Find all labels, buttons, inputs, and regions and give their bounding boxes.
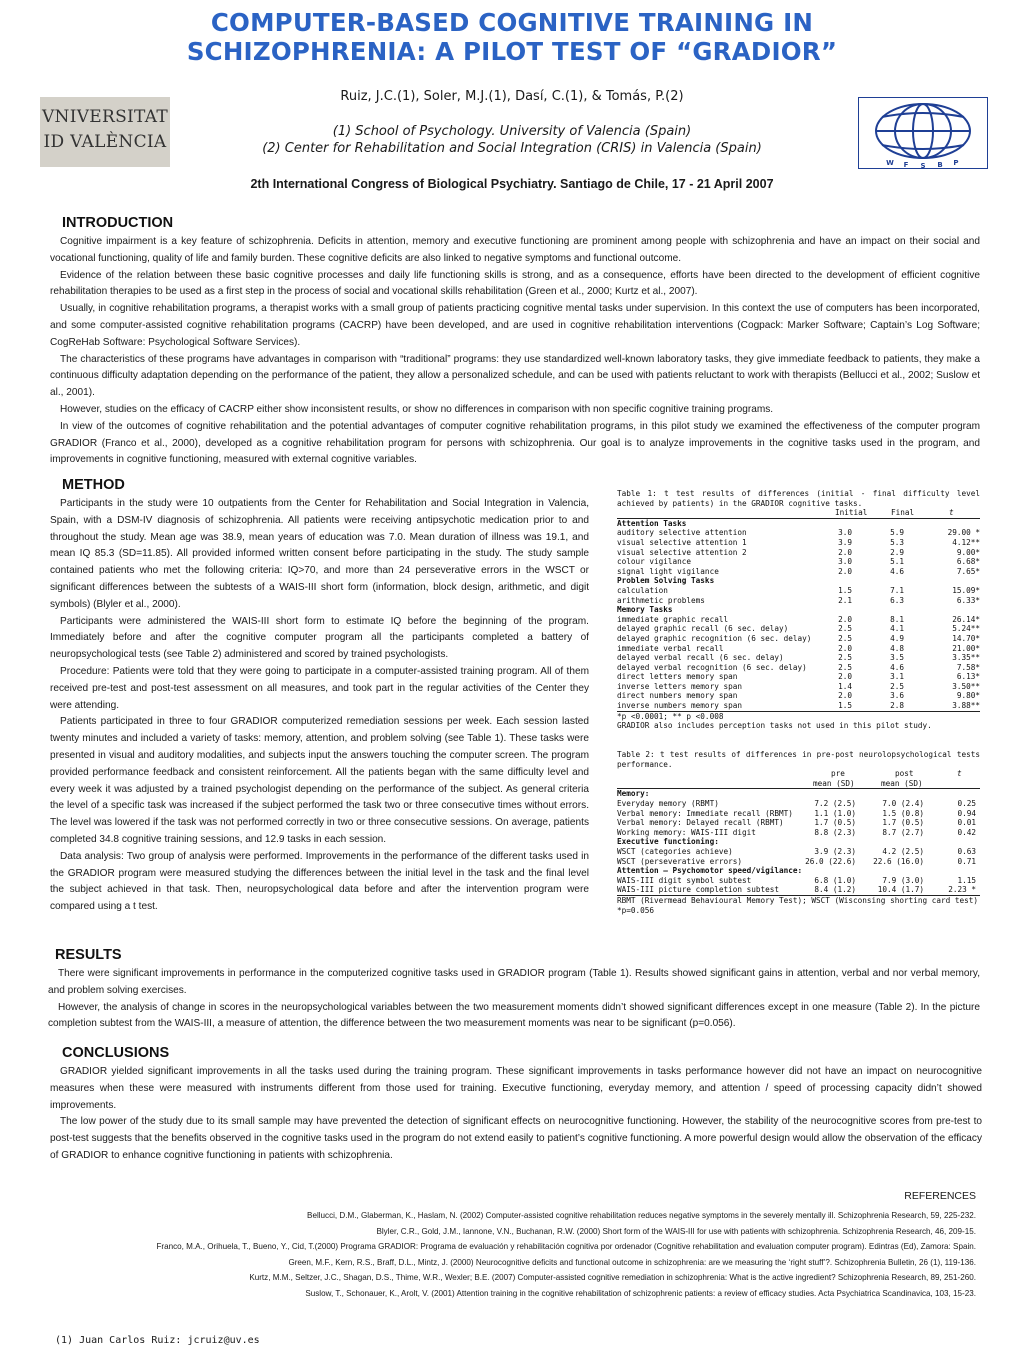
table-1-caption: Table 1: t test results of differences (initial - final difficulty level achieved by patients) in the GRADIOR cognitive tasks. (617, 489, 980, 508)
table-cell-initial: 2.5 (838, 662, 852, 672)
table-cell-final: 4.6 (890, 566, 904, 576)
table-row (617, 847, 980, 857)
table-1-body (617, 519, 980, 711)
table-cell-initial: 1.5 (838, 701, 852, 711)
introduction-paragraph: The characteristics of these programs have advantages in comparison with “traditional” programs: they use standardized well-known laboratory tasks, they give immediate feedback to patients, they make a continuous difficulty adaptation depending on the performance of the patient, they allow a personalized schedule, and can be used with patients reluctant to work with therapists (Bellucci et al., 2002; Suslow et al., 2001). (50, 353, 980, 399)
title-line-2: SCHIZOPHRENIA: A PILOT TEST OF “GRADIOR” (186, 37, 838, 66)
contact-email: (1) Juan Carlos Ruiz: jcruiz@uv.es (55, 1335, 260, 1346)
logo-letter-f: F (903, 161, 909, 169)
table-cell-post: 7.9 (3.0) (882, 875, 924, 885)
table-cell-initial: 2.5 (838, 653, 852, 663)
introduction-heading: INTRODUCTION (62, 215, 174, 231)
table-cell-pre: 1.1 (1.0) (814, 808, 856, 818)
table-cell-t: 14.70* (952, 633, 980, 643)
table-cell-post: 8.7 (2.7) (882, 827, 924, 837)
results-paragraph: However, the analysis of change in scores in the neuropsychological variables between the two measurement moments didn’t showed significant differences except in one measure (Table 2). In the picture completion subtest from the WAIS-III, a measure of attention, the difference between the two measurement moments was near to be significant (p=0.056). (48, 1001, 980, 1030)
table-cell-label: visual selective attention 2 (617, 547, 747, 557)
table-cell-initial: 1.5 (838, 585, 852, 595)
table-cell-post: 4.2 (2.5) (882, 846, 924, 856)
table-cell-label: Executive functioning: (617, 837, 719, 847)
table-cell-label: Working memory: WAIS-III digit (617, 827, 756, 837)
method-paragraph: Participants in the study were 10 outpatients from the Center for Rehabilitation and Social Integration in Valencia, Spain, with a DSM-IV diagnosis of schizophrenia. All patients were receiving antipsychotic medication prior to and throughout the study. Mean age was 38.9, mean years of education was 7.0. Mean duration of illness was 19.1, and mean IQ 85.3 (SD=11.85). All provided informed written consent before participating in the study. The study sample contained patients who met the following criteria: IQ>70, and more than 24 perseverative errors in the WSCT or significant differences between the subtests of a WAIS-III short form (information, block design, arithmetic, and digit symbols) (Blyler et al., 2000). (50, 498, 589, 610)
introduction-paragraph: However, studies on the efficacy of CACRP either show inconsistent results, or show no differences in comparison with non specific cognitive training programs. (60, 403, 774, 415)
table-section-header (617, 605, 980, 615)
table-cell-t: 7.65* (956, 566, 980, 576)
affiliation-1: (1) School of Psychology. University of Valencia (Spain) (332, 124, 692, 139)
table-cell-t: 29.00 * (947, 528, 980, 538)
table-cell-label: Everyday memory (RBMT) (617, 798, 719, 808)
table-cell-final: 2.8 (890, 701, 904, 711)
table-cell-t: 0.63 (957, 846, 976, 856)
table-cell-pre: 8.4 (1.2) (814, 885, 856, 895)
table-cell-final: 3.6 (890, 691, 904, 701)
table-row (617, 567, 980, 577)
table-section-header (617, 866, 980, 876)
table-2 (617, 750, 980, 915)
results-heading: RESULTS (55, 947, 122, 963)
table-cell-label: Verbal memory: Immediate recall (RBMT) (617, 808, 793, 818)
table-row (617, 876, 980, 886)
table-cell-label: immediate verbal recall (617, 643, 724, 653)
table-cell-t: 0.25 (957, 798, 976, 808)
wfsbp-globe-logo (858, 97, 988, 169)
table-cell-t: 2.23 * (948, 885, 976, 895)
method-paragraph: Procedure: Patients were told that they were going to participate in a computer-assisted training program. All of them received pre-test and post-test assessment on all measures, and took part in the regular activities of the Center they were attending. (50, 665, 589, 711)
table-row (617, 624, 980, 634)
table-row (617, 528, 980, 538)
table-cell-t: 3.50** (952, 681, 980, 691)
table-cell-t: 6.13* (956, 672, 980, 682)
table-cell-label: WSCT (perseverative errors) (617, 856, 742, 866)
table-cell-pre: 7.2 (2.5) (814, 798, 856, 808)
table-1-note-1: *p <0.0001; ** p <0.008 (617, 711, 724, 721)
table-cell-t: 15.09* (952, 585, 980, 595)
table-cell-final: 5.1 (890, 557, 904, 567)
results-body (48, 966, 980, 1033)
table-row (617, 548, 980, 558)
references-heading: REFERENCES (904, 1190, 976, 1202)
table-cell-final: 3.1 (890, 672, 904, 682)
table-2-note-1: RBMT (Rivermead Behavioural Memory Test); WSCT (Wisconsing shorting card test) (617, 895, 979, 905)
table-cell-initial: 2.1 (838, 595, 852, 605)
university-valencia-logo (40, 97, 170, 167)
table-row (617, 615, 980, 625)
table-row (617, 672, 980, 682)
table-2-col-post-sub: mean (SD) (881, 778, 923, 788)
table-row (617, 682, 980, 692)
table-cell-post: 22.6 (16.0) (873, 856, 924, 866)
introduction-paragraph: In view of the outcomes of cognitive rehabilitation and the potential advantages of computer cognitive rehabilitation programs, in this pilot study we examined the effectiveness of the computer program GRADIOR (Franco et al., 2000), developed as a cognitive rehabilitation program for persons with schizophrenia. Our goal is to analyze improvements in the cognitive tasks used in the program, and improvements in cognitive functioning, measured with external cognitive variables. (50, 420, 980, 466)
table-cell-t: 9.00* (956, 547, 980, 557)
table-row (617, 586, 980, 596)
table-cell-label: signal light vigilance (617, 566, 719, 576)
table-cell-label: delayed graphic recognition (6 sec. delay) (617, 633, 812, 643)
table-cell-label: delayed verbal recall (6 sec. delay) (617, 653, 784, 663)
table-cell-post: 10.4 (1.7) (877, 885, 924, 895)
table-cell-t: 0.42 (957, 827, 976, 837)
table-1-note-2: GRADIOR also includes perception tasks not used in this pilot study. (617, 721, 932, 731)
table-cell-initial: 2.0 (838, 672, 852, 682)
table-cell-t: 9.80* (956, 691, 980, 701)
table-row (617, 828, 980, 838)
table-cell-initial: 2.5 (838, 633, 852, 643)
table-cell-post: 1.7 (0.5) (882, 818, 924, 828)
table-cell-t: 0.71 (957, 856, 976, 866)
table-cell-label: WAIS-III digit symbol subtest (617, 875, 752, 885)
table-cell-label: colour vigilance (617, 557, 692, 567)
logo-text-line-2: ID VALÈNCIA (43, 132, 167, 152)
table-row (617, 701, 980, 711)
table-cell-initial: 2.0 (838, 614, 852, 624)
authors: Ruiz, J.C.(1), Soler, M.J.(1), Dasí, C.(1), & Tomás, P.(2) (340, 89, 684, 104)
table-cell-initial: 2.5 (838, 624, 852, 634)
table-cell-final: 7.1 (890, 585, 904, 595)
table-cell-final: 2.9 (890, 547, 904, 557)
table-cell-initial: 2.0 (838, 643, 852, 653)
logo-letter-w: W (886, 159, 894, 167)
reference-item: Suslow, T., Schonauer, K., Arolt, V. (2001) Attention training in the cognitive rehabilitation of schizophrenic patients: a review of efficacy studies. Acta Psychiatrica Scandinavica, 103, 15-23. (305, 1288, 976, 1298)
table-cell-label: direct numbers memory span (617, 691, 738, 701)
table-cell-final: 4.8 (890, 643, 904, 653)
table-1-col-t: t (949, 508, 954, 518)
table-2-col-pre-sub: mean (SD) (813, 778, 855, 788)
table-2-header-row (617, 769, 980, 779)
table-cell-label: delayed graphic recall (6 sec. delay) (617, 624, 789, 634)
table-row (617, 596, 980, 606)
logo-letter-p: P (953, 159, 959, 167)
table-cell-initial: 3.0 (838, 557, 852, 567)
table-cell-final: 4.1 (890, 624, 904, 634)
table-cell-initial: 3.0 (838, 528, 852, 538)
table-cell-initial: 3.9 (838, 537, 852, 547)
table-cell-final: 8.1 (890, 614, 904, 624)
results-paragraph: There were significant improvements in performance in the computerized cognitive tasks used in GRADIOR program (Table 1). Results showed significant gains in attention, verbal and nor verbal memory, and problem solving exercises. (48, 968, 980, 996)
table-cell-final: 5.3 (890, 537, 904, 547)
table-cell-t: 0.01 (957, 818, 976, 828)
table-1-header-row (617, 508, 980, 518)
method-heading: METHOD (62, 477, 125, 493)
conclusions-paragraph: GRADIOR yielded significant improvements in all the tasks used during the training program. These significant improvements in tasks performance however did not have an impact on neurocognitive measures when these were measured with instruments different from those used for training. Executive functioning, everyday memory, and attention / speed of processing capacity didn’t showed improvements. (50, 1066, 982, 1111)
table-row (617, 885, 980, 895)
title-line-1: COMPUTER-BASED COGNITIVE TRAINING IN (210, 8, 814, 37)
table-cell-label: direct letters memory span (617, 672, 738, 682)
table-cell-label: WAIS-III picture completion subtest (617, 885, 779, 895)
table-cell-initial: 2.0 (838, 547, 852, 557)
table-cell-t: 6.68* (956, 557, 980, 567)
table-cell-pre: 6.8 (1.0) (814, 875, 856, 885)
references-list (50, 1208, 976, 1302)
table-cell-label: visual selective attention 1 (617, 537, 747, 547)
table-cell-label: Memory: (617, 789, 650, 799)
table-cell-t: 21.00* (952, 643, 980, 653)
table-row (617, 857, 980, 867)
table-row (617, 799, 980, 809)
table-cell-t: 4.12** (952, 537, 980, 547)
table-cell-t: 0.94 (957, 808, 976, 818)
table-cell-label: auditory selective attention (617, 528, 747, 538)
table-2-col-pre: pre (831, 769, 845, 779)
table-cell-final: 5.9 (890, 528, 904, 538)
table-2-col-t: t (957, 769, 962, 779)
table-cell-label: arithmetic problems (617, 595, 705, 605)
table-cell-t: 26.14* (952, 614, 980, 624)
conclusions-heading: CONCLUSIONS (62, 1045, 170, 1061)
poster-title (100, 8, 924, 66)
table-cell-label: WSCT (categories achieve) (617, 846, 733, 856)
table-row (617, 538, 980, 548)
reference-item: Kurtz, M.M., Seltzer, J.C., Shagan, D.S., Thime, W.R., Wexler; B.E. (2007) Computer-assisted cognitive remediation in schizophrenia: What is the active ingredient? Schizophrenia Research, 89, 251-260. (249, 1273, 976, 1283)
table-cell-label: Attention Tasks (617, 518, 687, 528)
table-section-header (617, 519, 980, 529)
table-cell-label: inverse numbers memory span (617, 701, 742, 711)
conclusions-body (50, 1064, 982, 1165)
reference-item: Franco, M.A., Orihuela, T., Bueno, Y., Cid, T.(2000) Programa GRADIOR: Programa de evaluación y rehabilitación cognitiva por ordenador (Cognitive rehabilitation and evaluation computer program). Edintras (Ed), Zamora: Spain. (156, 1242, 976, 1252)
table-section-header (617, 789, 980, 799)
affiliations (180, 123, 844, 157)
table-row (617, 809, 980, 819)
table-cell-label: immediate graphic recall (617, 614, 729, 624)
table-cell-initial: 1.4 (838, 681, 852, 691)
table-cell-label: delayed verbal recognition (6 sec. delay) (617, 662, 807, 672)
table-row (617, 557, 980, 567)
table-cell-pre: 8.8 (2.3) (814, 827, 856, 837)
table-row (617, 653, 980, 663)
table-2-subheader-row (617, 779, 980, 789)
reference-item: Blyler, C.R., Gold, J.M., Iannone, V.N., Buchanan, R.W. (2000) Short form of the WAIS-III for use with patients with schizophrenia. Schizophrenia Research, 46, 209-15. (376, 1226, 976, 1236)
table-1-col-final: Final (891, 508, 915, 518)
logo-letter-b: B (937, 161, 943, 169)
table-cell-label: Memory Tasks (617, 605, 673, 615)
method-paragraph: Patients participated in three to four GRADIOR computerized remediation sessions per week. Each session lasted twenty minutes and included a variety of tasks: memory, attention, and problem solving (see Table 1). These tasks were presented in visual and auditory modalities, and subjects input the answers touching the computer screen. The program provided performance feedback and consistent reinforcement. All the patients began with the same difficulty level and every week it was adjusted by a trained psychologist depending on the performance of the subject. As general criteria the level of a specific task was increased if the subject performed the task two or three consecutive times without errors. The level was lowered if the task was not performed correctly in two or three consecutive sessions. On average, patients completed 34.8 cognitive training sessions, and 12.9 tasks in each session. (50, 716, 589, 845)
table-cell-t: 3.35** (952, 653, 980, 663)
table-1 (617, 489, 980, 731)
method-paragraph: Data analysis: Two group of analysis were performed. Improvements in the performance of the different tasks used in the GRADIOR program were measured studying the differences between the initial level in the task and the final level the subject achieved in that task. Then, neuropsychological data before and after the intervention program were compared using a t test. (50, 850, 589, 913)
table-cell-label: Verbal memory: Delayed recall (RBMT) (617, 818, 784, 828)
table-1-col-initial: Initial (835, 508, 868, 518)
logo-letter-s: S (920, 162, 926, 169)
table-cell-label: Problem Solving Tasks (617, 576, 715, 586)
table-cell-initial: 2.0 (838, 691, 852, 701)
table-cell-final: 3.5 (890, 653, 904, 663)
table-cell-post: 1.5 (0.8) (882, 808, 924, 818)
method-paragraph: Participants were administered the WAIS-III short form to estimate IQ before the beginning of the program. Immediately before and after the cognitive computer program all the participants completed a battery of neuropsychological tests (see Table 2) administered and scored by trained psychologists. (50, 615, 589, 661)
table-row (617, 663, 980, 673)
table-cell-final: 2.5 (890, 681, 904, 691)
table-cell-pre: 3.9 (2.3) (814, 846, 856, 856)
affiliation-2: (2) Center for Rehabilitation and Social Integration (CRIS) in Valencia (Spain) (262, 141, 762, 156)
table-row (617, 691, 980, 701)
reference-item: Green, M.F., Kern, R.S., Braff, D.L., Mintz, J. (2000) Neurocognitive deficits and functional outcome in schizophrenia: are we measuring the ‘right stuff’?. Schizophrenia Bulletin, 26 (1), 119-136. (288, 1257, 976, 1267)
table-2-col-post: post (895, 769, 914, 779)
introduction-paragraph: Usually, in cognitive rehabilitation programs, a therapist works with a small group of patients practicing cognitive mental tasks under supervision. In this context the use of computers has been incorporated, and some computer-assisted cognitive rehabilitation programs (CACRP) have been developed, and are used in cognitive rehabilitation interventions (Cogpack: Marker Software; Captain’s Log Software; CogReHab Software: Psychological Software Services). (50, 303, 980, 348)
table-cell-pre: 26.0 (22.6) (805, 856, 856, 866)
table-cell-label: Attention – Psychomotor speed/vigilance: (617, 866, 803, 876)
table-cell-t: 3.88** (952, 701, 980, 711)
method-body (50, 496, 589, 916)
table-cell-pre: 1.7 (0.5) (814, 818, 856, 828)
table-2-note-2: *p=0.056 (617, 905, 655, 915)
table-cell-t: 5.24** (952, 624, 980, 634)
table-cell-final: 4.9 (890, 633, 904, 643)
table-cell-t: 7.58* (956, 662, 980, 672)
introduction-paragraph: Evidence of the relation between these basic cognitive processes and daily life functioning skills is strong, and as a consequence, efforts have been directed to the development of efficient cognitive rehabilitation therapies to be used as a first step in the process of social and vocational skills rehabilitation (Green et al., 2000; Kurtz et al., 2007). (50, 269, 980, 298)
table-cell-t: 1.15 (957, 875, 976, 885)
table-cell-final: 4.6 (890, 662, 904, 672)
table-cell-initial: 2.0 (838, 566, 852, 576)
table-cell-post: 7.0 (2.4) (882, 798, 924, 808)
table-2-caption: Table 2: t test results of differences in pre-post neurolopsychological tests performance. (617, 750, 980, 769)
table-row (617, 644, 980, 654)
logo-text-line-1: VNIVERSITAT (41, 107, 169, 127)
reference-item: Bellucci, D.M., Glaberman, K., Haslam, N. (2002) Computer-assisted cognitive rehabilitation reduces negative symptoms in the severely mentally ill. Schizophrenia Research, 59, 225-232. (307, 1211, 976, 1220)
table-row (617, 818, 980, 828)
table-2-body (617, 789, 980, 895)
table-cell-t: 6.33* (956, 595, 980, 605)
introduction-paragraph: Cognitive impairment is a key feature of schizophrenia. Deficits in attention, memory and executive functioning are prominent among people with schizophrenia and have an impact on their social and vocational functioning, quality of life and family burden. These cognitive deficits are also linked to negative symptoms and functional outcome. (50, 236, 980, 264)
conclusions-paragraph: The low power of the study due to its small sample may have prevented the detection of significant effects on neurocognitive functioning. However, the stability of the neurocognitive scores from pre-test to post-test suggests that the benefits observed in the cognitive tasks used in the program do not extend easily to patient’s cognitive functioning. A more powerful design would allow the observation of the efficacy of GRADIOR to enhance cognitive functioning in patients with schizophrenia. (50, 1116, 982, 1161)
table-cell-final: 6.3 (890, 595, 904, 605)
table-cell-label: calculation (617, 585, 668, 595)
table-row (617, 634, 980, 644)
table-section-header (617, 576, 980, 586)
table-section-header (617, 837, 980, 847)
introduction-body (50, 234, 980, 469)
table-cell-label: inverse letters memory span (617, 681, 742, 691)
congress-line: 2th International Congress of Biological Psychiatry. Santiago de Chile, 17 - 21 April 2007 (250, 177, 774, 191)
